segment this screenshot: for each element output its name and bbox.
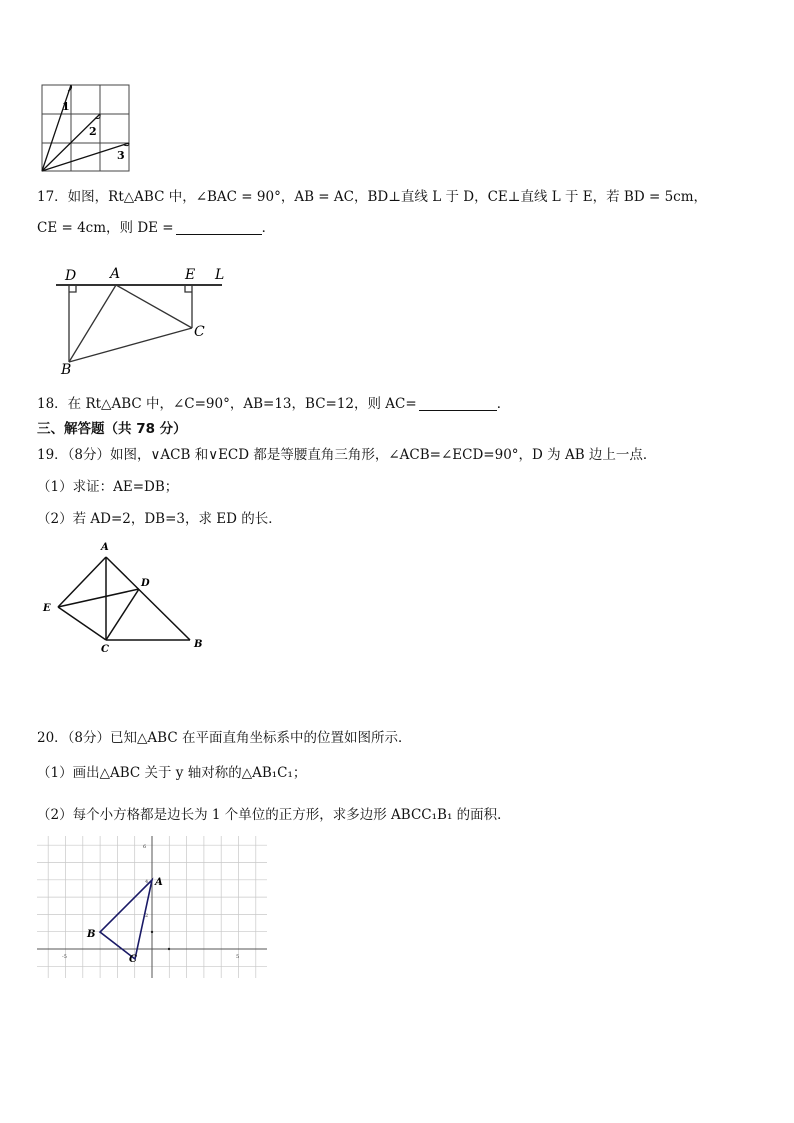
q17-figure: [52, 264, 242, 380]
label-L: L: [215, 267, 225, 283]
q20-stem: 20．（8分）已知△ABC 在平面直角坐标系中的位置如图所示．: [37, 730, 412, 746]
angle-label-1: 1: [62, 100, 70, 113]
q17-line2: [37, 219, 275, 237]
triangle-ABC: [100, 880, 152, 959]
axes: [37, 836, 267, 978]
tick-4: 4: [145, 879, 149, 885]
label-A: A: [110, 266, 121, 282]
tick-5: 5: [236, 954, 240, 960]
angle-label-3: 3: [117, 149, 125, 162]
q18-answer-blank: [419, 396, 497, 411]
tick-2: 2: [145, 913, 149, 919]
label-A: A: [101, 542, 109, 553]
label-B: B: [87, 929, 96, 940]
label-D: D: [65, 268, 77, 284]
q19-figure: [40, 540, 210, 656]
q20-coordinate-figure: [37, 836, 269, 980]
tick-6: 6: [143, 844, 147, 850]
q19-part2: （2）若 AD=2，DB=3，求 ED 的长．: [37, 511, 282, 527]
label-B: B: [194, 639, 203, 650]
q17-answer-blank: [176, 220, 262, 235]
q20-part2: （2）每个小方格都是边长为 1 个单位的正方形，求多边形 ABCC₁B₁ 的面积．: [37, 807, 511, 823]
angle-label-2: 2: [89, 125, 97, 138]
q17-line1: 17．如图，Rt△ABC 中，∠BAC = 90°，AB = AC，BD⊥直线 L 于 D，CE⊥直线 L 于 E，若 BD = 5cm，: [37, 189, 708, 205]
label-C: C: [194, 324, 205, 340]
label-E: E: [43, 603, 51, 614]
q18-text: [37, 395, 510, 413]
label-B: B: [61, 362, 72, 378]
q19-part1: （1）求证：AE=DB；: [37, 479, 179, 495]
section3-heading: 三、解答题（共 78 分）: [37, 421, 187, 437]
tick-neg5: -5: [62, 954, 67, 960]
q18-end: ．: [496, 396, 511, 412]
q20-part1: （1）画出△ABC 关于 y 轴对称的△AB₁C₁；: [37, 765, 307, 781]
q17-line2-text: CE = 4cm，则 DE =: [37, 220, 174, 236]
label-A: A: [155, 877, 163, 888]
label-D: D: [141, 578, 150, 589]
q19-stem: 19．（8分）如图，∨ACB 和∨ECD 都是等腰直角三角形，∠ACB=∠ECD=90°，D 为 AB 边上一点．: [37, 447, 657, 463]
q17-line2-end: ．: [261, 220, 276, 236]
label-C: C: [101, 644, 109, 655]
q16-grid-figure: [40, 83, 132, 173]
label-E: E: [185, 267, 196, 283]
label-C: C: [129, 954, 137, 965]
q18-question: 18．在 Rt△ABC 中，∠C=90°，AB=13，BC=12，则 AC=: [37, 396, 417, 412]
